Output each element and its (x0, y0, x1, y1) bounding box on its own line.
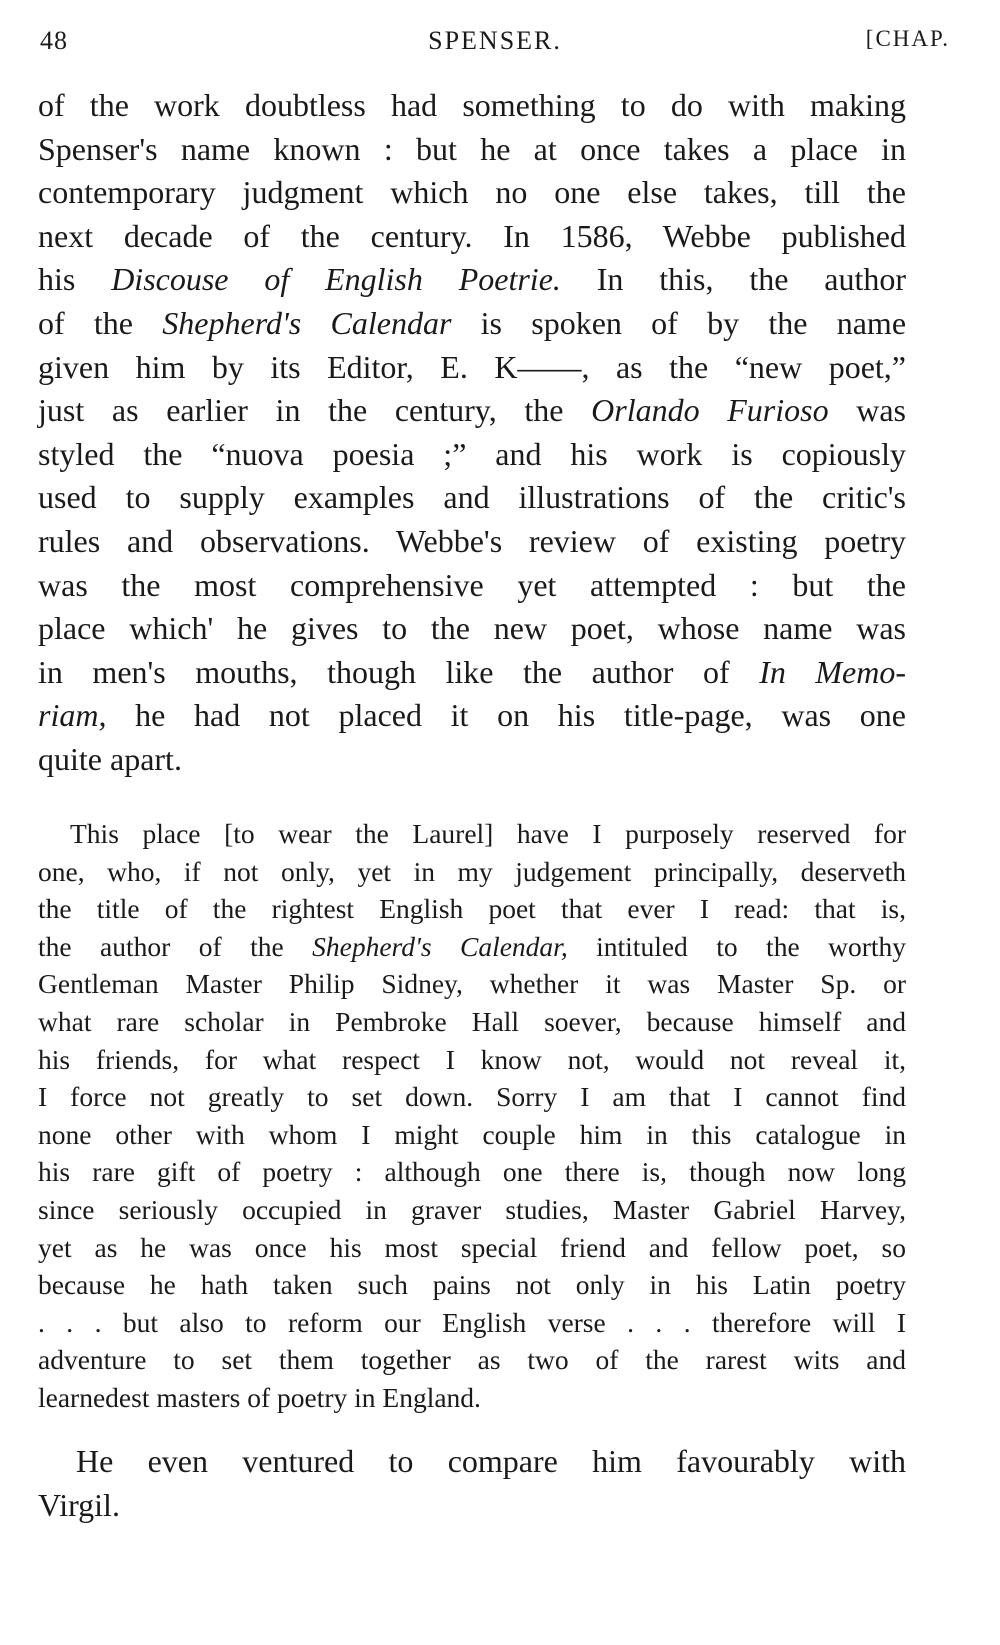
text-line: what rare scholar in Pembroke Hall soever, because himself and (38, 1005, 906, 1037)
text-line: his Discouse of English Poetrie. In this, the author (38, 261, 906, 298)
text-line: He even ventured to compare him favourably with (76, 1443, 906, 1479)
text-line: yet as he was once his most special friend and fellow poet, so (38, 1231, 906, 1263)
closing-paragraph (38, 1440, 906, 1527)
italic-title: Shepherd's Calendar, (312, 930, 568, 962)
chapter-marker: [CHAP. (865, 26, 950, 51)
running-header (40, 26, 950, 66)
text-line: Spenser's name known : but he at once takes a place in (38, 130, 906, 167)
block-quote (38, 815, 906, 1417)
text-line: in men's mouths, though like the author of In Memo- (38, 653, 907, 690)
text-line: since seriously occupied in graver studies, Master Gabriel Harvey, (38, 1193, 906, 1225)
text-line: given him by its Editor, E. K——, as the “new poet,” (38, 348, 906, 385)
italic-title: Shepherd's Calendar (162, 304, 452, 341)
italic-title: Discouse of English Poetrie. (111, 261, 561, 298)
text-line: styled the “nuova poesia ;” and his work is copiously (38, 435, 906, 472)
text-line: riam, he had not placed it on his title-page, was one (38, 697, 906, 734)
text-line: of the Shepherd's Calendar is spoken of by the name (38, 304, 907, 341)
text-line: just as earlier in the century, the Orlando Furioso was (38, 392, 907, 429)
paragraph-1 (38, 84, 906, 782)
text-line: place which' he gives to the new poet, whose name was (38, 610, 906, 647)
text-line: Virgil. (38, 1486, 120, 1523)
italic-title: riam, (38, 697, 107, 734)
running-title: SPENSER. (428, 26, 562, 55)
text-line: the author of the Shepherd's Calendar, intituled to the worthy (38, 930, 906, 962)
text-line: learnedest masters of poetry in England. (38, 1381, 481, 1413)
page-number: 48 (40, 26, 68, 55)
text-line: contemporary judgment which no one else takes, till the (38, 174, 906, 211)
text-line: of the work doubtless had something to do with making (38, 87, 906, 123)
text-line: I force not greatly to set down. Sorry I am that I cannot find (38, 1081, 906, 1113)
text-line: . . . but also to reform our English verse . . . therefore will I (38, 1306, 906, 1338)
text-line: his rare gift of poetry : although one there is, though now long (38, 1156, 906, 1188)
text-line: the title of the rightest English poet that ever I read: that is, (38, 893, 906, 925)
text-line: used to supply examples and illustrations of the critic's (38, 479, 906, 516)
text-line: adventure to set them together as two of the rarest wits and (38, 1344, 906, 1376)
italic-title: Orlando Furioso (591, 392, 829, 429)
text-line: Gentleman Master Philip Sidney, whether it was Master Sp. or (38, 968, 906, 1000)
text-line: his friends, for what respect I know not, would not reveal it, (38, 1043, 906, 1075)
text-line: none other with whom I might couple him in this catalogue in (38, 1118, 906, 1150)
text-line: quite apart. (38, 740, 182, 777)
text-line: was the most comprehensive yet attempted : but the (38, 566, 906, 603)
italic-title: In Memo- (759, 653, 907, 690)
text-line: rules and observations. Webbe's review of existing poetry (38, 522, 906, 559)
text-line: This place [to wear the Laurel] have I purposely reserved for (70, 818, 906, 849)
text-line: because he hath taken such pains not only in his Latin poetry (38, 1269, 906, 1301)
text-line: one, who, if not only, yet in my judgement principally, deserveth (38, 855, 906, 887)
text-line: next decade of the century. In 1586, Webbe published (38, 217, 906, 254)
